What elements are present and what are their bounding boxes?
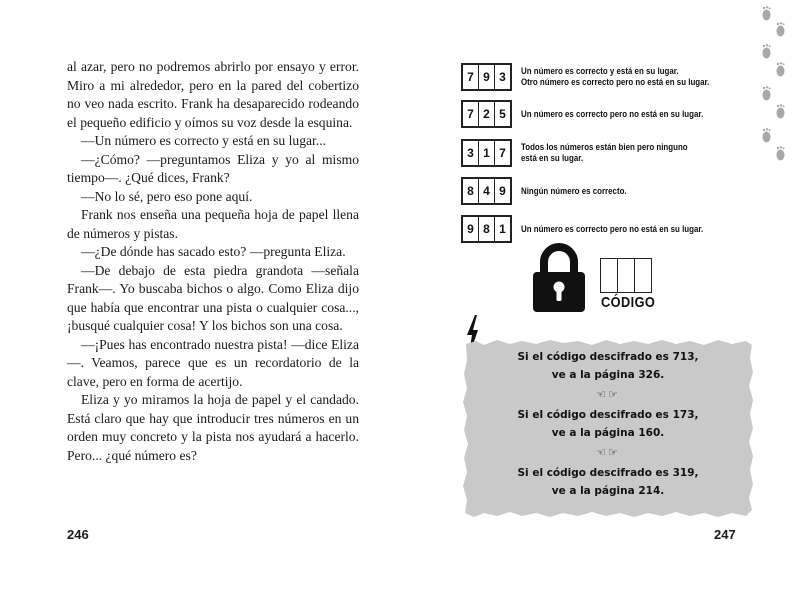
- options-content: [462, 348, 754, 500]
- paragraph-5: Frank nos enseña una pequeña hoja de papel llena de números y pistas.: [67, 207, 359, 241]
- digit: 1: [494, 217, 510, 241]
- digit: 3: [494, 65, 510, 89]
- paragraph-3: —¿Cómo? —preguntamos Eliza y yo al mismo tiempo—. ¿Qué dices, Frank?: [67, 151, 359, 185]
- clue-text: [521, 142, 688, 164]
- footprint-icon: [762, 44, 771, 59]
- digit: 7: [467, 107, 474, 121]
- clue-row: [461, 177, 751, 205]
- code-cell: [617, 259, 634, 292]
- digit: 1: [478, 141, 494, 165]
- padlock-icon: [531, 243, 587, 313]
- clue-line: Un número es correcto pero no está en su lugar.: [521, 108, 704, 119]
- code-input-boxes: [600, 258, 652, 293]
- digit: 5: [494, 102, 510, 126]
- story-text: [67, 58, 359, 465]
- clue-text: [521, 66, 709, 88]
- digit: 2: [478, 102, 494, 126]
- page-number-right: 247: [714, 527, 736, 542]
- footprint-icon: [776, 104, 785, 119]
- footprints-decoration: [750, 2, 800, 182]
- digit: 9: [494, 179, 510, 203]
- paragraph-7: —De debajo de esta piedra grandota —señala Frank—. Yo buscaba bichos o algo. Como Eliza dijo que había que encontrar una pista o cualquier cosa..., ¡busqué cualquier cosa! Y los bichos son una cosa.: [67, 262, 359, 333]
- digit: 8: [478, 217, 494, 241]
- clue-line: Un número es correcto pero no está en su lugar.: [521, 223, 704, 234]
- digit-box: [461, 177, 512, 205]
- clue-row: [461, 63, 751, 91]
- clue-row: [461, 100, 751, 128]
- footprint-icon: [762, 6, 771, 21]
- pointing-hands-icon: ☜☞: [596, 446, 620, 459]
- code-cell: [601, 259, 617, 292]
- clue-line: Ningún número es correcto.: [521, 185, 627, 196]
- digit: 4: [478, 179, 494, 203]
- paragraph-1: al azar, pero no podremos abrirlo por ensayo y error. Miro a mi alrededor, pero en la pared del cobertizo no veo nada escrito. Frank ha desaparecido rodeando el pequeño edificio y oímos su voz desde la esquina.: [67, 59, 359, 130]
- footprint-icon: [762, 86, 771, 101]
- footprint-icon: [776, 22, 785, 37]
- digit: 3: [467, 146, 474, 160]
- option-line: Si el código descifrado es 713,: [517, 351, 699, 363]
- paragraph-9: Eliza y yo miramos la hoja de papel y el candado. Está claro que hay que introducir tres números en un orden muy concreto y la pista nos ayudará a hacerlo. Pero... ¿qué número es?: [67, 392, 359, 463]
- digit-box: [461, 215, 512, 243]
- clue-row: [461, 215, 751, 243]
- digit-box: [461, 139, 512, 167]
- paragraph-6: —¿De dónde has sacado esto? —pregunta Eliza.: [81, 244, 346, 259]
- clue-text: [521, 109, 703, 120]
- digit-box: [461, 63, 512, 91]
- paragraph-2: —Un número es correcto y está en su lugar...: [81, 133, 326, 148]
- footprint-icon: [762, 128, 771, 143]
- clue-row: [461, 139, 751, 167]
- digit: 7: [494, 141, 510, 165]
- option-line: ve a la página 160.: [551, 427, 665, 439]
- option-line: ve a la página 214.: [551, 485, 665, 497]
- clue-line: está en su lugar.: [521, 153, 584, 163]
- page-number-left: 246: [67, 527, 89, 542]
- footprint-icon: [776, 146, 785, 161]
- clue-line: Un número es correcto y está en su lugar.: [521, 66, 679, 76]
- options-panel: [462, 338, 754, 518]
- pointing-hands-icon: ☜☞: [596, 388, 620, 401]
- digit-box: [461, 100, 512, 128]
- code-label: CÓDIGO: [601, 294, 656, 311]
- clue-text: [521, 224, 703, 235]
- option-line: ve a la página 326.: [551, 369, 665, 381]
- paragraph-4: —No lo sé, pero eso pone aquí.: [81, 188, 253, 204]
- digit: 8: [467, 184, 474, 198]
- right-page: [400, 0, 800, 600]
- digit: 7: [467, 70, 474, 84]
- clue-line: Todos los números están bien pero ninguno: [521, 142, 688, 152]
- footprint-icon: [776, 62, 785, 77]
- clue-line: Otro número es correcto pero no está en su lugar.: [521, 77, 710, 87]
- code-cell: [634, 259, 651, 292]
- paragraph-8: —¡Pues has encontrado nuestra pista! —dice Eliza—. Veamos, parece que es un recordatorio de la clave, pero en forma de acertijo.: [67, 336, 359, 389]
- clue-text: [521, 186, 627, 197]
- digit: 9: [467, 222, 474, 236]
- option-line: Si el código descifrado es 319,: [517, 467, 699, 479]
- digit: 9: [478, 65, 494, 89]
- option-line: Si el código descifrado es 173,: [517, 409, 699, 421]
